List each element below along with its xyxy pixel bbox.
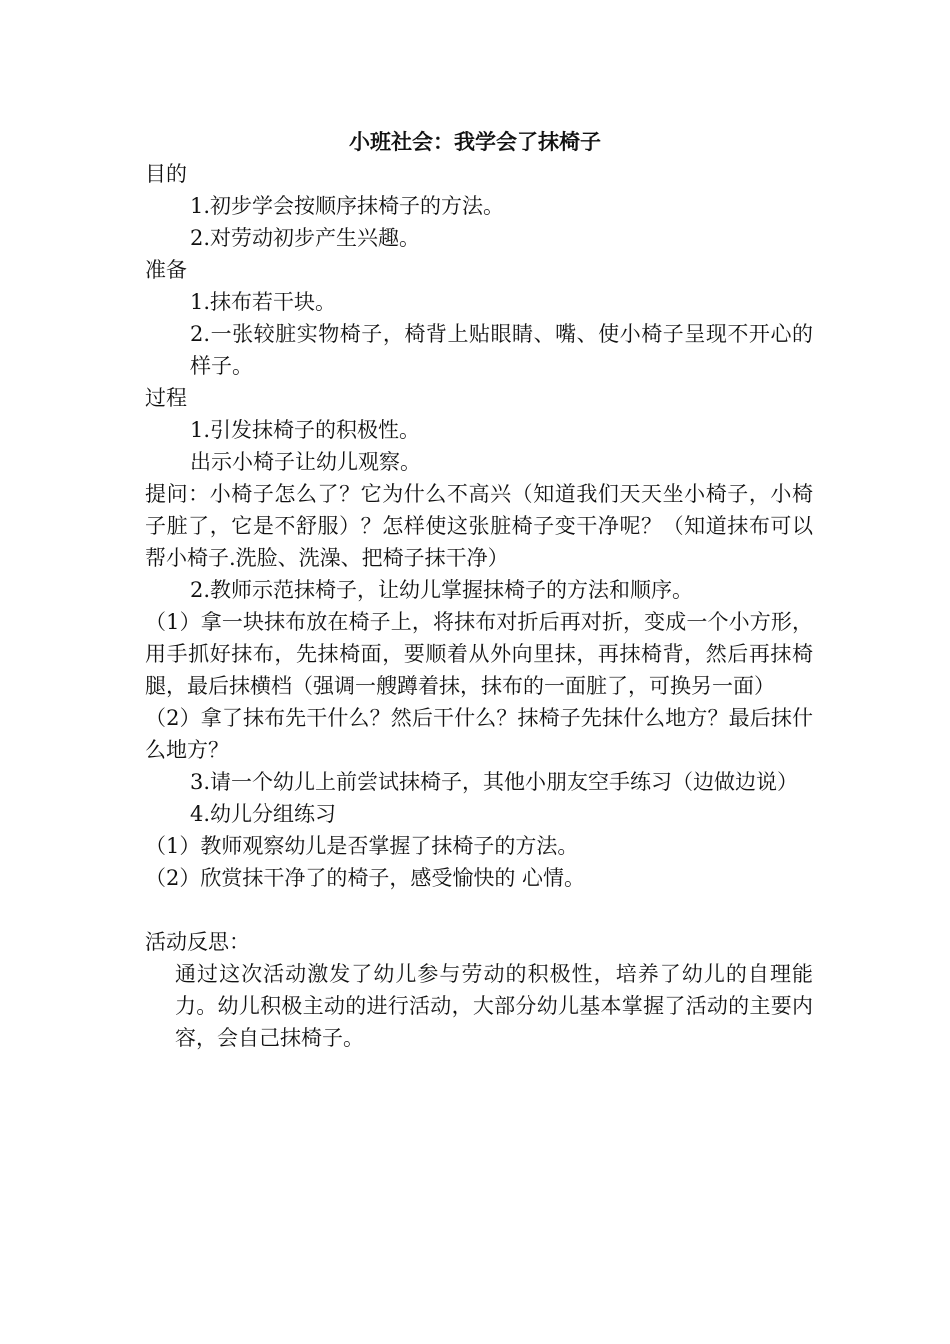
page-title: 小班社会：我学会了抹椅子 [349, 130, 601, 154]
process-step: 3.请一个幼儿上前尝试抹椅子，其他小朋友空手练习（边做边说） [190, 770, 799, 794]
spacer [145, 894, 813, 926]
process-step: 1.引发抹椅子的积极性。 [190, 418, 421, 442]
process-question: 提问：小椅子怎么了？它为什么不高兴（知道我们天天坐小椅子，小椅子脏了，它是不舒服）？怎样使这张脏椅子变干净呢？（知道抹布可以帮小椅子.洗脸、洗澡、把椅子抹干净） [145, 482, 813, 570]
process-step: 2.教师示范抹椅子，让幼儿掌握抹椅子的方法和顺序。 [190, 578, 694, 602]
section-heading-process: 过程 [145, 386, 187, 410]
process-substep: （2）拿了抹布先干什么？然后干什么？抹椅子先抹什么地方？最后抹什么地方？ [145, 706, 813, 762]
process-substep: （2）欣赏抹干净了的椅子，感受愉快的 心情。 [145, 866, 586, 890]
section-heading-reflection: 活动反思： [145, 930, 250, 954]
goal-item: 1.初步学会按顺序抹椅子的方法。 [190, 194, 505, 218]
goal-item: 2.对劳动初步产生兴趣。 [190, 226, 421, 250]
reflection-text: 通过这次活动激发了幼儿参与劳动的积极性，培养了幼儿的自理能力。幼儿积极主动的进行活动，大部分幼儿基本掌握了活动的主要内容，会自己抹椅子。 [175, 962, 813, 1050]
document-body [145, 158, 813, 1054]
prep-item: 2.一张较脏实物椅子，椅背上贴眼睛、嘴、使小椅子呈现不开心的样子。 [190, 322, 813, 378]
section-heading-goal: 目的 [145, 162, 187, 186]
process-step-detail: 出示小椅子让幼儿观察。 [190, 450, 421, 474]
process-substep: （1）教师观察幼儿是否掌握了抹椅子的方法。 [145, 834, 579, 858]
prep-item: 1.抹布若干块。 [190, 290, 337, 314]
process-step: 4.幼儿分组练习 [190, 802, 337, 826]
section-heading-prep: 准备 [145, 258, 187, 282]
process-substep: （1）拿一块抹布放在椅子上，将抹布对折后再对折，变成一个小方形，用手抓好抹布，先抹椅面，要顺着从外向里抹，再抹椅背，然后再抹椅腿，最后抹横档（强调一艘蹲着抹，抹布的一面脏了，可换另一面） [145, 610, 813, 698]
